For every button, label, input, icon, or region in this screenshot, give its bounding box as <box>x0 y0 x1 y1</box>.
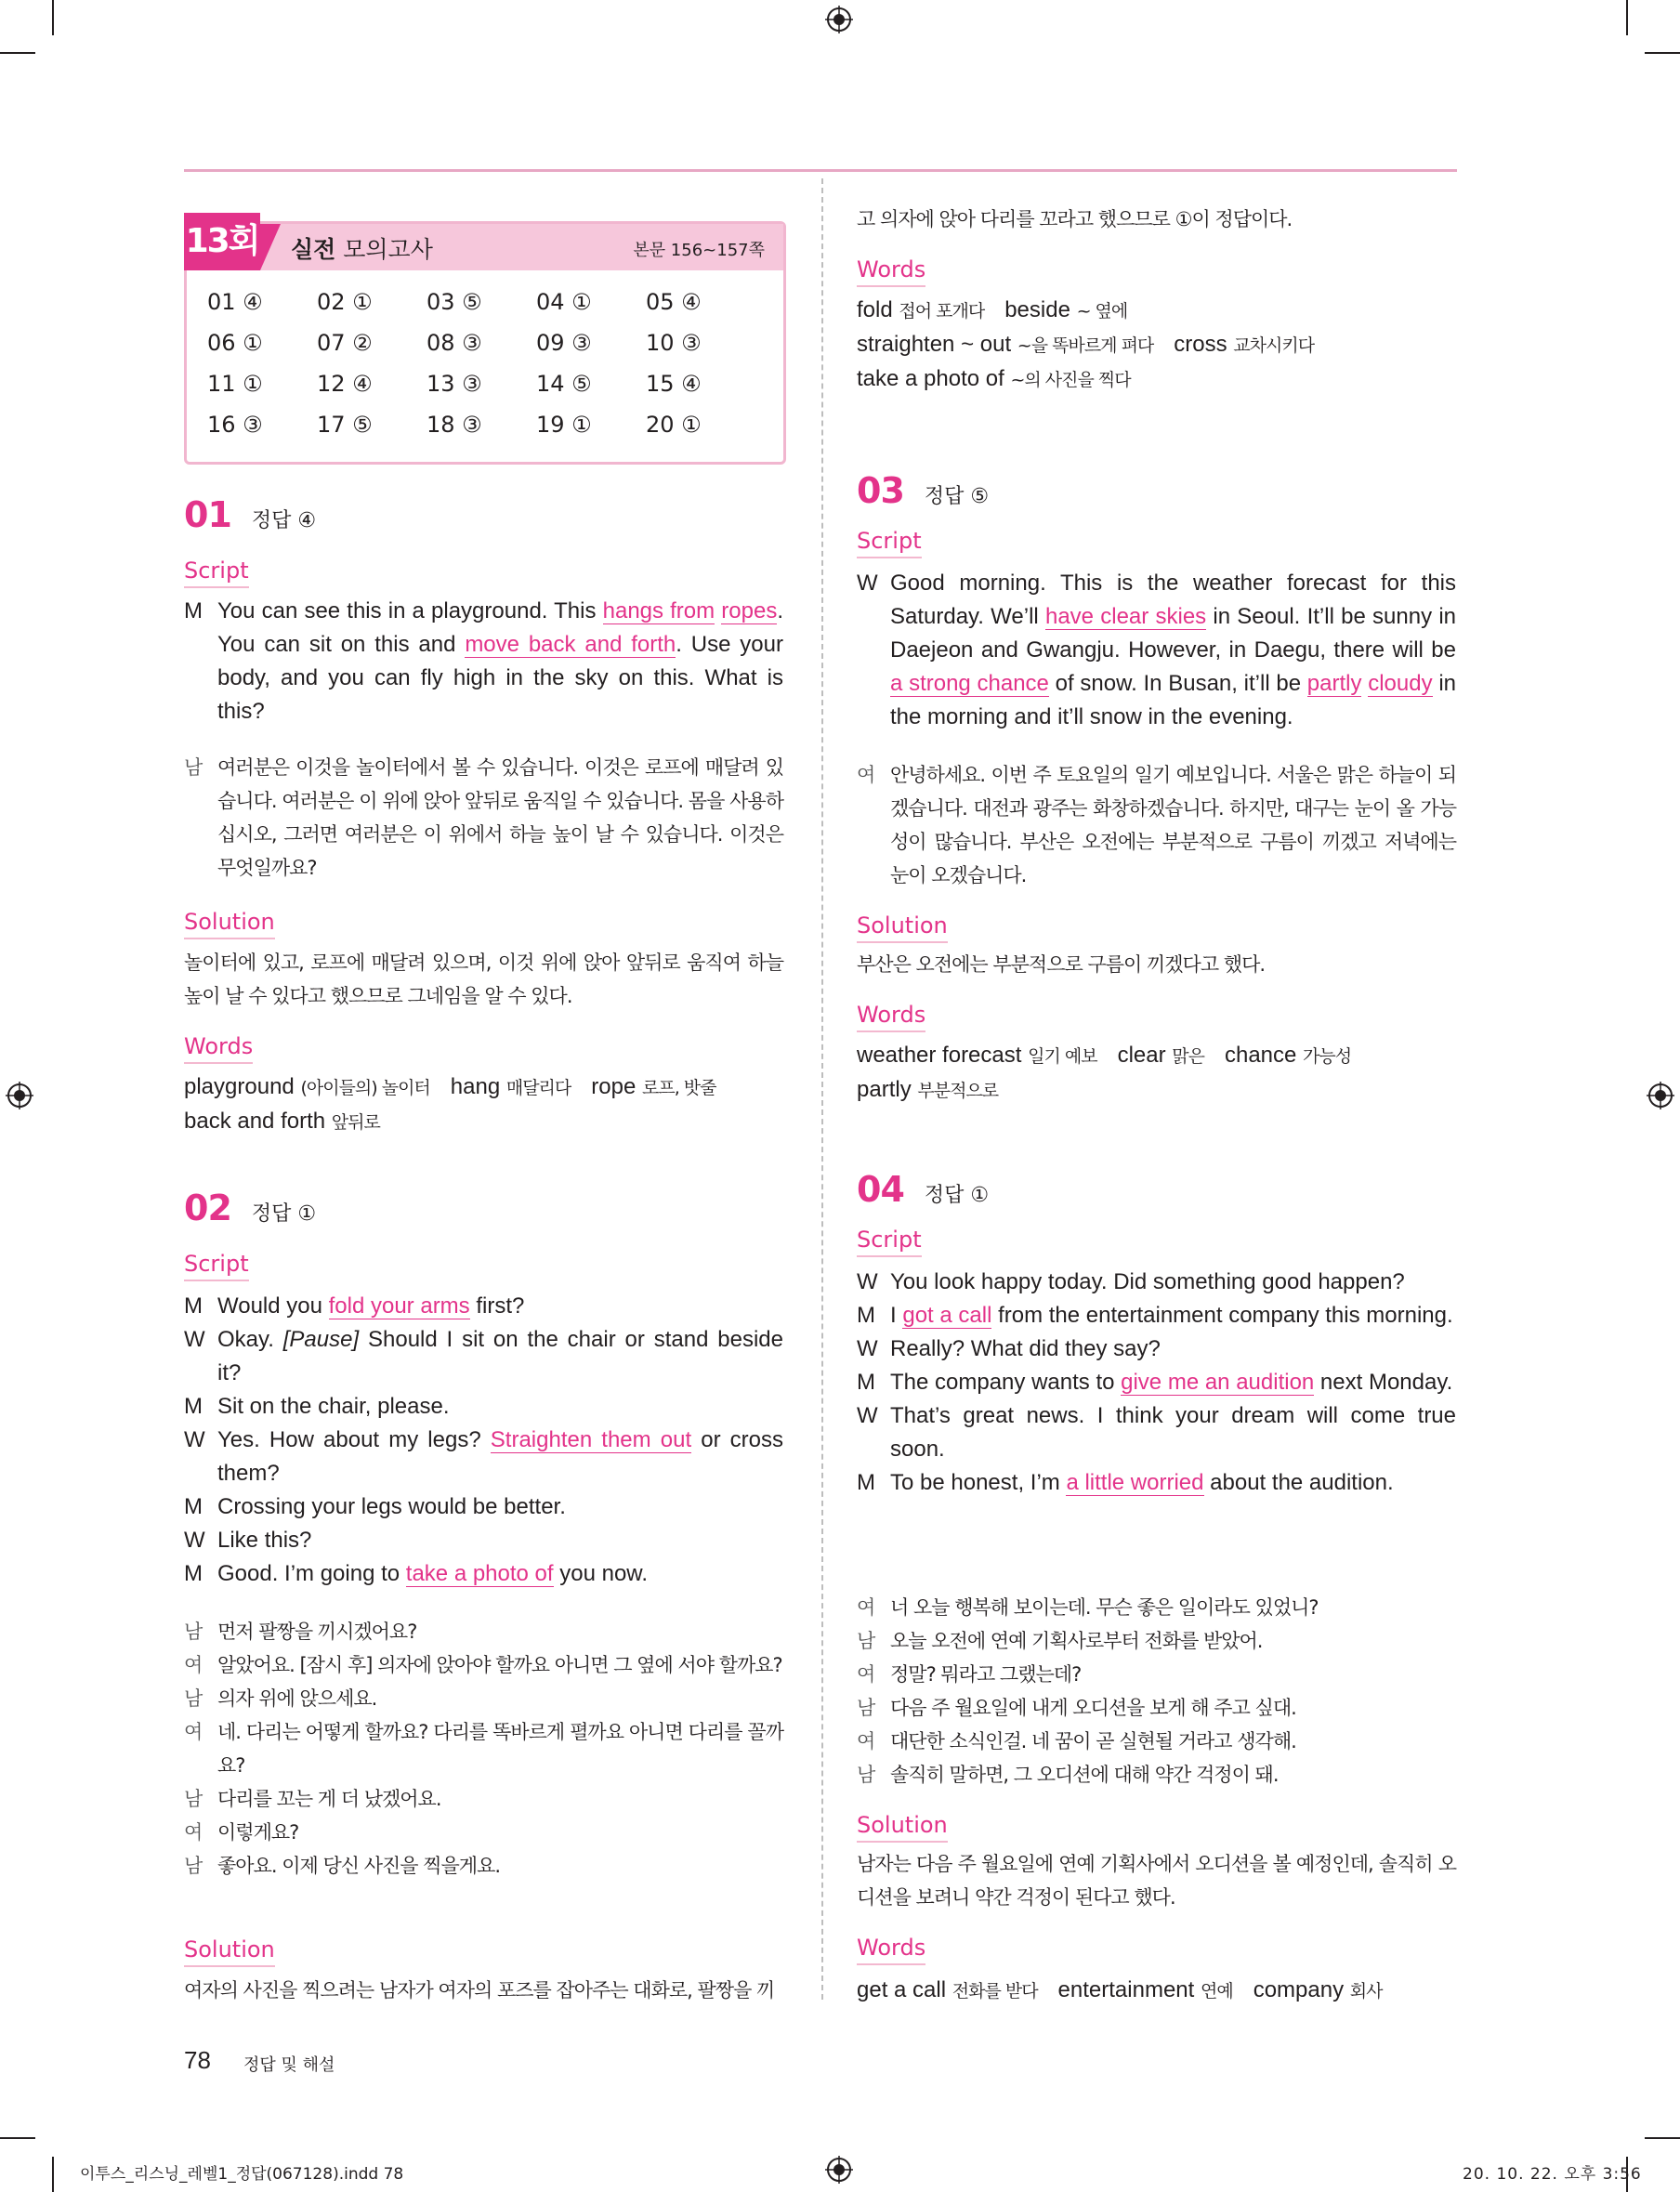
script-line: M Sit on the chair, please. <box>184 1390 783 1424</box>
vocab-meaning: 맑은 <box>1172 1046 1204 1067</box>
key-expression: move back and forth <box>465 632 676 657</box>
translation-line: 여 이렇게요? <box>184 1816 783 1849</box>
speaker-label: W <box>857 1269 878 1294</box>
script-line: M To be honest, I’m a little worried about the audition. <box>857 1466 1456 1500</box>
crop-mark <box>0 52 35 54</box>
key-expression: cloudy <box>1368 671 1433 696</box>
crop-mark <box>1645 2137 1680 2139</box>
vocab-meaning: 부분적으로 <box>917 1081 999 1101</box>
words-row <box>857 1073 1456 1108</box>
speaker-label: M <box>857 1303 875 1328</box>
script-line: M Crossing your legs would be better. <box>184 1490 783 1524</box>
vocab-meaning: 앞뒤로 <box>331 1112 380 1133</box>
words-label: Words <box>184 1033 253 1064</box>
vocab-meaning: 로프, 밧줄 <box>641 1078 716 1098</box>
vocab-meaning: 접어 포개다 <box>899 301 985 322</box>
solution-text: 부산은 오전에는 부분적으로 구름이 끼겠다고 했다. <box>857 953 1266 976</box>
script-block <box>184 595 783 728</box>
script-line: W That’s great news. I think your dream will come true soon. <box>857 1399 1456 1466</box>
speaker-label: 여 <box>184 1821 203 1844</box>
speaker-label: W <box>857 571 878 596</box>
words-list <box>857 1039 1456 1108</box>
question-answer: 정답 ⑤ <box>924 485 990 508</box>
script-label: Script <box>184 558 249 588</box>
vocab-term: partly <box>857 1077 912 1102</box>
words-label: Words <box>857 256 925 287</box>
translation-line: 여 정말? 뭐라고 그랬는데? <box>857 1658 1456 1691</box>
vocab-term: take a photo of <box>857 366 1004 391</box>
answer-item: 20 ① <box>646 412 702 438</box>
page-number: 78 <box>184 2046 211 2074</box>
translation-block <box>857 1591 1456 1792</box>
speaker-label: W <box>184 1528 205 1553</box>
answer-item: 17 ⑤ <box>317 412 373 438</box>
speaker-label: W <box>184 1427 205 1452</box>
words-label: Words <box>857 1935 925 1965</box>
page-range: 본문 156~157쪽 <box>633 241 765 260</box>
top-rule <box>184 169 1457 172</box>
translation-line: 남 솔직히 말하면, 그 오디션에 대해 약간 걱정이 돼. <box>857 1758 1456 1792</box>
translation-line: 여 안녕하세요. 이번 주 토요일의 일기 예보입니다. 서울은 맑은 하늘이 되겠습니다. 대전과 광주는 화창하겠습니다. 하지만, 대구는 눈이 올 가능성이 많습니다. 부산은 오전에는 부분적으로 구름이 끼겠고 저녁에는 눈이 오겠습니다. <box>857 758 1456 892</box>
key-expression: a strong chance <box>890 671 1049 696</box>
vocab-term: back and forth <box>184 1109 326 1134</box>
vocab-term: hang <box>450 1074 501 1099</box>
question-header-03 <box>857 470 989 511</box>
translation-line: 여 알았어요. [잠시 후] 의자에 앉아야 할까요 아니면 그 옆에 서야 할까요? <box>184 1648 783 1682</box>
registration-mark-icon <box>825 2156 853 2184</box>
question-answer: 정답 ① <box>924 1184 990 1207</box>
answer-item: 10 ③ <box>646 330 702 356</box>
vocab-term: weather forecast <box>857 1043 1022 1068</box>
crop-mark <box>52 0 54 35</box>
words-row <box>184 1070 783 1105</box>
answer-item: 05 ④ <box>646 289 702 315</box>
vocab-meaning: 전화를 받다 <box>952 1981 1038 2002</box>
vocab-term: chance <box>1224 1043 1297 1068</box>
words-label: Words <box>857 1002 925 1032</box>
answer-item: 06 ① <box>207 330 263 356</box>
script-line: M The company wants to give me an audition next Monday. <box>857 1366 1456 1399</box>
question-number: 03 <box>857 470 904 511</box>
solution-label: Solution <box>857 912 948 943</box>
answer-item: 03 ⑤ <box>427 289 482 315</box>
vocab-term: get a call <box>857 1977 947 2002</box>
speaker-label: M <box>857 1370 875 1395</box>
print-slug-file: 이투스_리스닝_레벨1_정답(067128).indd 78 <box>80 2165 404 2184</box>
script-label: Script <box>857 1227 922 1257</box>
speaker-label: M <box>184 1561 203 1586</box>
question-number: 04 <box>857 1169 904 1210</box>
vocab-meaning: 회사 <box>1349 1981 1383 2002</box>
crop-mark <box>52 2157 54 2192</box>
words-list <box>184 1070 783 1139</box>
translation-line: 여 네. 다리는 어떻게 할까요? 다리를 똑바르게 펼까요 아니면 다리를 꼴까요? <box>184 1715 783 1782</box>
translation-line: 남 오늘 오전에 연예 기획사로부터 전화를 받았어. <box>857 1624 1456 1658</box>
stage-direction: [Pause] <box>282 1327 360 1352</box>
question-answer: 정답 ④ <box>251 509 317 532</box>
vocab-term: beside <box>1004 297 1070 322</box>
test-number-badge: 13회 <box>184 213 260 270</box>
vocab-term: company <box>1253 1977 1345 2002</box>
script-line: W Like this? <box>184 1524 783 1557</box>
translation-line: 여 너 오늘 행복해 보이는데. 무슨 좋은 일이라도 있었니? <box>857 1591 1456 1624</box>
answer-item: 01 ④ <box>207 289 263 315</box>
speaker-label: 남 <box>857 1630 875 1652</box>
vocab-term: fold <box>857 297 893 322</box>
vocab-term: cross <box>1174 332 1227 357</box>
speaker-label: M <box>184 1494 203 1519</box>
answer-card-notch <box>260 224 281 270</box>
words-row <box>857 328 1456 362</box>
words-list <box>857 294 1456 397</box>
key-expression: have clear skies <box>1044 604 1207 629</box>
speaker-label: 남 <box>184 756 203 779</box>
solution-label: Solution <box>184 1936 275 1967</box>
crop-mark <box>1626 0 1628 35</box>
script-line: W Really? What did they say? <box>857 1332 1456 1366</box>
key-expression: partly <box>1306 671 1362 696</box>
footer-title: 정답 및 해설 <box>243 2055 335 2075</box>
script-label: Script <box>857 528 922 558</box>
speaker-label: 남 <box>184 1687 203 1710</box>
script-line: M I got a call from the entertainment company this morning. <box>857 1299 1456 1332</box>
registration-mark-icon <box>1647 1082 1674 1109</box>
registration-mark-icon <box>825 6 853 33</box>
answer-item: 11 ① <box>207 371 263 397</box>
translation-line: 남 먼저 팔짱을 끼시겠어요? <box>184 1615 783 1648</box>
script-block <box>184 1290 783 1591</box>
speaker-label: W <box>184 1327 205 1352</box>
key-expression: give me an audition <box>1121 1370 1315 1395</box>
translation-line: 여 대단한 소식인걸. 네 꿈이 곧 실현될 거라고 생각해. <box>857 1725 1456 1758</box>
script-line: W Good morning. This is the weather forecast for this Saturday. We’ll have clear skies in Seoul. It’ll be sunny in Daejeon and Gwangju. However, in Daegu, there will be a strong chance of snow. In Busan, it’ll be partly cloudy in the morning and it’ll snow in the evening. <box>857 567 1456 734</box>
translation-line: 남 좋아요. 이제 당신 사진을 찍을게요. <box>184 1849 783 1883</box>
key-expression: ropes <box>721 598 778 623</box>
crop-mark <box>0 2137 35 2139</box>
answer-item: 19 ① <box>536 412 592 438</box>
answer-item: 13 ③ <box>427 371 482 397</box>
words-row <box>184 1105 783 1139</box>
key-expression: hangs from <box>602 598 715 623</box>
speaker-label: 여 <box>184 1721 203 1743</box>
answer-item: 08 ③ <box>427 330 482 356</box>
vocab-term: playground <box>184 1074 295 1099</box>
vocab-term: rope <box>591 1074 637 1099</box>
script-block <box>857 1266 1456 1500</box>
speaker-label: M <box>184 1394 203 1419</box>
vocab-meaning: (아이들의) 놀이터 <box>300 1078 430 1098</box>
solution-text-continued: 고 의자에 앉아 다리를 꼬라고 했으므로 ①이 정답이다. <box>857 208 1293 230</box>
speaker-label: 남 <box>184 1788 203 1810</box>
vocab-meaning: 일기 예보 <box>1028 1046 1097 1067</box>
speaker-label: M <box>857 1470 875 1495</box>
answer-item: 07 ② <box>317 330 373 356</box>
answer-card <box>184 221 786 465</box>
answer-item: 02 ① <box>317 289 373 315</box>
print-slug-date: 20. 10. 22. 오후 3:56 <box>1463 2165 1642 2184</box>
translation-block <box>184 751 783 885</box>
answer-item: 09 ③ <box>536 330 592 356</box>
translation-block <box>184 1615 783 1883</box>
answer-item: 18 ③ <box>427 412 482 438</box>
answer-item: 04 ① <box>536 289 592 315</box>
speaker-label: W <box>857 1403 878 1428</box>
question-answer: 정답 ① <box>251 1202 317 1226</box>
key-expression: fold your arms <box>328 1293 470 1319</box>
script-block <box>857 567 1456 734</box>
speaker-label: 남 <box>857 1764 875 1786</box>
speaker-label: 여 <box>857 1596 875 1619</box>
key-expression: got a call <box>902 1303 992 1328</box>
script-line: W You look happy today. Did something good happen? <box>857 1266 1456 1299</box>
vocab-term: straighten ~ out <box>857 332 1012 357</box>
script-line: M You can see this in a playground. This hangs from ropes. You can sit on this and move back and forth. Use your body, and you can fly high in the sky on this. What is this? <box>184 595 783 728</box>
question-header-04 <box>857 1169 989 1210</box>
speaker-label: 남 <box>857 1697 875 1719</box>
speaker-label: M <box>184 598 203 623</box>
vocab-term: clear <box>1117 1043 1166 1068</box>
script-line: W Yes. How about my legs? Straighten them out or cross them? <box>184 1424 783 1490</box>
translation-line: 남 여러분은 이것을 놀이터에서 볼 수 있습니다. 이것은 로프에 매달려 있습니다. 여러분은 이 위에 앉아 앞뒤로 움직일 수 있습니다. 몸을 사용하십시오, 그러면 여러분은 이 위에서 하늘 높이 날 수 있습니다. 이것은 무엇일까요? <box>184 751 783 885</box>
solution-text: 남자는 다음 주 월요일에 연예 기획사에서 오디션을 볼 예정인데, 솔직히 오디션을 보려니 약간 걱정이 된다고 했다. <box>857 1853 1456 1909</box>
script-line: M Would you fold your arms first? <box>184 1290 783 1323</box>
question-number: 01 <box>184 494 231 535</box>
answer-item: 16 ③ <box>207 412 263 438</box>
column-divider <box>821 178 823 2000</box>
answer-item: 14 ⑤ <box>536 371 592 397</box>
key-expression: a little worried <box>1066 1470 1204 1495</box>
question-header-02 <box>184 1188 316 1228</box>
speaker-label: W <box>857 1336 878 1361</box>
words-row <box>857 362 1456 397</box>
speaker-label: 남 <box>184 1621 203 1643</box>
words-row <box>857 1039 1456 1073</box>
translation-block <box>857 758 1456 892</box>
words-list <box>857 1974 1456 2008</box>
vocab-meaning: ~을 똑바르게 펴다 <box>1017 335 1154 356</box>
speaker-label: 여 <box>857 1663 875 1686</box>
script-line: W Okay. [Pause] Should I sit on the chair or stand beside it? <box>184 1323 783 1390</box>
script-label: Script <box>184 1251 249 1281</box>
key-expression: Straighten them out <box>490 1427 692 1452</box>
solution-text: 여자의 사진을 찍으려는 남자가 여자의 포즈를 잡아주는 대화로, 팔짱을 끼 <box>184 1979 775 2002</box>
answer-item: 12 ④ <box>317 371 373 397</box>
vocab-meaning: 가능성 <box>1303 1046 1352 1067</box>
vocab-meaning: 매달리다 <box>505 1078 571 1098</box>
vocab-meaning: ~ 옆에 <box>1076 301 1128 322</box>
question-number: 02 <box>184 1188 231 1228</box>
solution-text: 놀이터에 있고, 로프에 매달려 있으며, 이것 위에 앉아 앞뒤로 움직여 하늘 높이 날 수 있다고 했으므로 그네임을 알 수 있다. <box>184 952 783 1007</box>
solution-label: Solution <box>857 1812 948 1843</box>
speaker-label: 남 <box>184 1855 203 1877</box>
speaker-label: 여 <box>857 1730 875 1752</box>
vocab-meaning: ~의 사진을 찍다 <box>1010 370 1131 390</box>
solution-label: Solution <box>184 909 275 939</box>
words-row <box>857 1974 1456 2008</box>
translation-line: 남 의자 위에 앉으세요. <box>184 1682 783 1715</box>
translation-line: 남 다음 주 월요일에 내게 오디션을 보게 해 주고 싶대. <box>857 1691 1456 1725</box>
vocab-term: entertainment <box>1057 1977 1195 2002</box>
speaker-label: 여 <box>857 764 875 786</box>
vocab-meaning: 연예 <box>1200 1981 1233 2002</box>
speaker-label: M <box>184 1293 203 1319</box>
registration-mark-icon <box>6 1082 33 1109</box>
vocab-meaning: 교차시키다 <box>1233 335 1315 356</box>
speaker-label: 여 <box>184 1654 203 1676</box>
answer-card-title: 실전 모의고사 <box>291 236 433 263</box>
script-line: M Good. I’m going to take a photo of you now. <box>184 1557 783 1591</box>
answer-grid <box>207 289 755 438</box>
question-header-01 <box>184 494 316 535</box>
translation-line: 남 다리를 꼬는 게 더 났겠어요. <box>184 1782 783 1816</box>
words-row <box>857 294 1456 328</box>
answer-item: 15 ④ <box>646 371 702 397</box>
crop-mark <box>1645 52 1680 54</box>
key-expression: take a photo of <box>405 1561 554 1586</box>
